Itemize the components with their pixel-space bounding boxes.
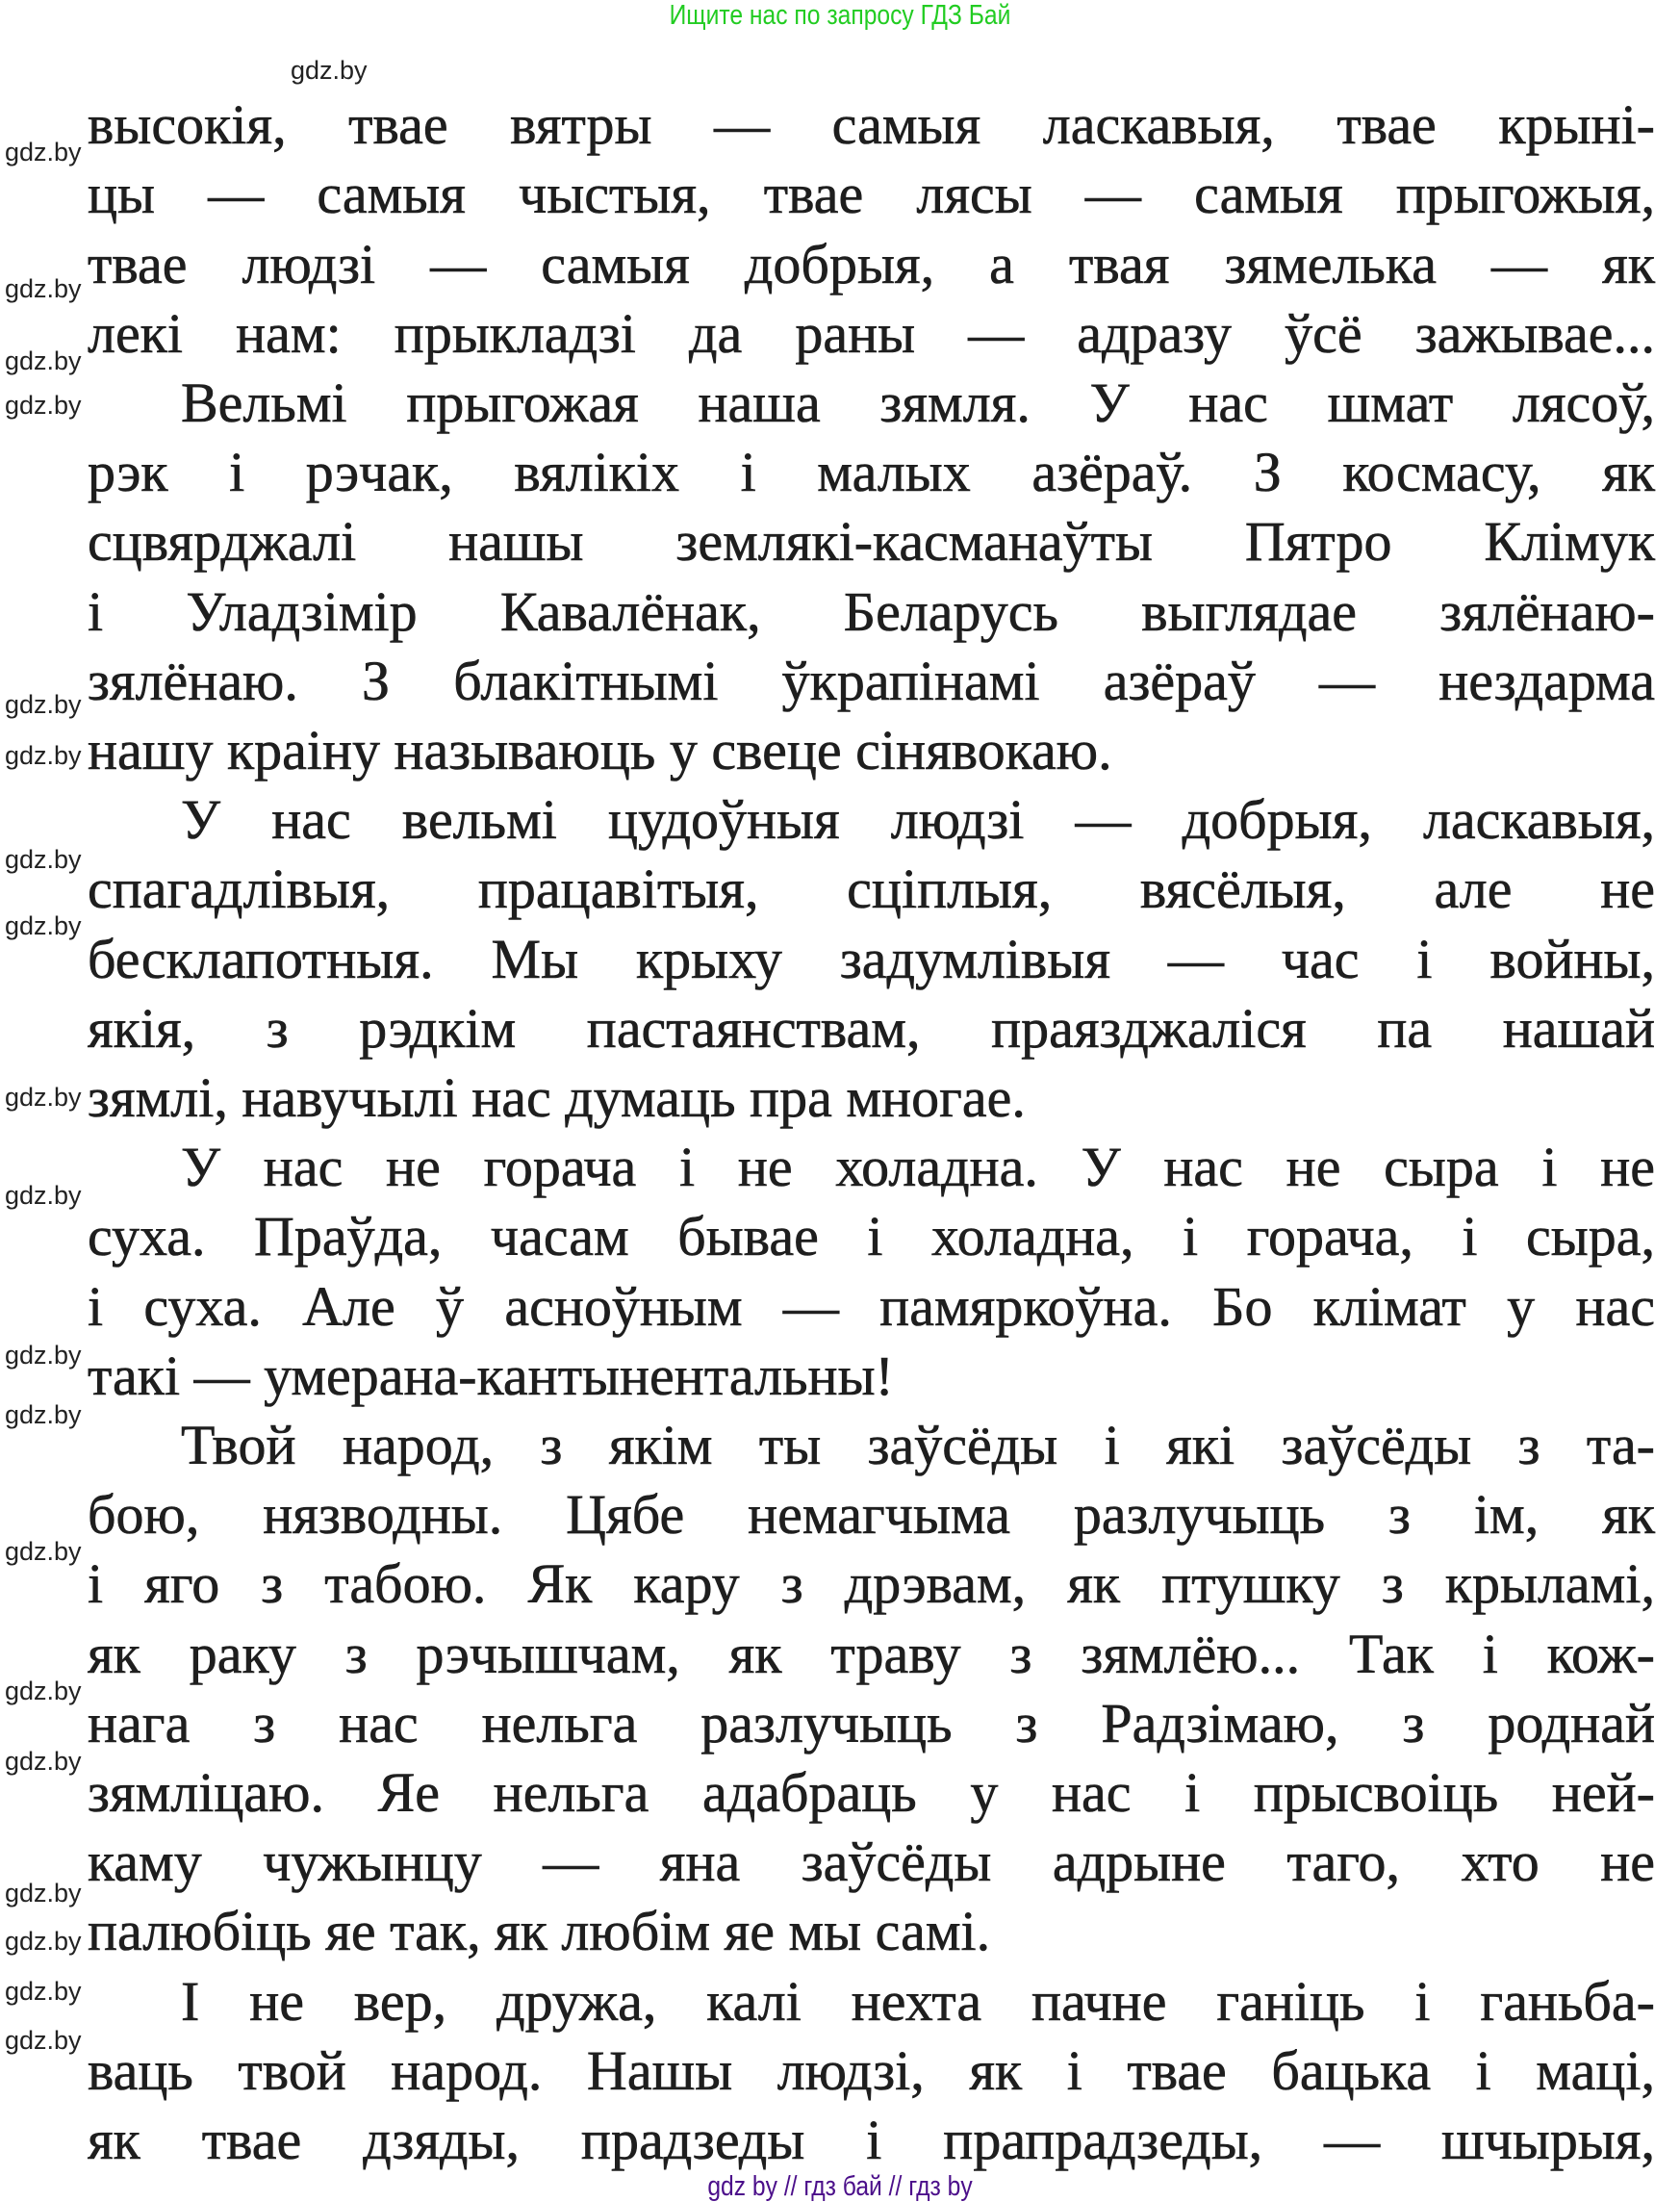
watermark: gdz.by [5,741,82,770]
watermark: gdz.by [5,1927,82,1956]
watermark: gdz.by [5,2026,82,2055]
text-line: нага з нас нельга разлучыць з Радзімаю, з роднай [88,1692,1655,1754]
text-line: бою, нязводны. Цябе немагчыма разлучыць з ім, як [88,1483,1655,1546]
text-line: як раку з рэчышчам, як траву з зямлёю... Так і кож- [88,1623,1655,1685]
text-line: такі — умерана-кантынентальны! [88,1344,894,1407]
text-line: рэк і рэчак, вялікіх і малых азёраў. З космасу, як [88,441,1655,503]
watermark: gdz.by [5,138,82,166]
watermark: gdz.by [5,911,82,940]
text-line: і суха. Але ў асноўным — памяркоўна. Бо клімат у нас [88,1275,1655,1338]
watermark: gdz.by [291,56,368,85]
watermark: gdz.by [5,1181,82,1210]
text-line: якія, з рэдкім пастаянствам, праязджаліся па нашай [88,997,1655,1060]
text-line: высокія, твае вятры — самыя ласкавыя, твае крыні- [88,93,1655,156]
watermark: gdz.by [5,391,82,420]
watermark: gdz.by [5,1083,82,1112]
text-line: бесклапотныя. Мы крыху задумлівыя — час і войны, [88,928,1655,990]
text-line: І не вер, дружа, калі нехта пачне ганіць і ганьба- [181,1970,1655,2033]
text-line: як твае дзяды, прадзеды і прапрадзеды, — шчырыя, [88,2109,1655,2171]
text-line: зялёнаю. З блакітнымі ўкрапінамі азёраў — нездарма [88,650,1655,712]
text-line: сцвярджалі нашы землякі-касманаўты Пятро Клімук [88,510,1655,573]
watermark: gdz.by [5,346,82,375]
footer-links[interactable]: gdz by // гдз бай // гдз by [707,2171,973,2202]
watermark: gdz.by [5,1977,82,2006]
text-line: нашу краіну называюць у свеце сінявокаю. [88,719,1112,781]
text-line: палюбіць яе так, як любім яе мы самі. [88,1900,991,1962]
watermark: gdz.by [5,845,82,874]
watermark: gdz.by [5,274,82,303]
text-line: твае людзі — самыя добрыя, а твая зямелька — як [88,233,1655,295]
text-line: цы — самыя чыстыя, твае лясы — самыя прыгожыя, [88,163,1655,225]
text-line: Твой народ, з якім ты заўсёды і які заўсёды з та- [181,1414,1655,1476]
watermark: gdz.by [5,1341,82,1370]
search-hint-banner: Ищите нас по запросу ГДЗ Бай [669,0,1011,31]
watermark: gdz.by [5,1879,82,1908]
text-line: Вельмі прыгожая наша зямля. У нас шмат лясоў, [181,371,1655,434]
watermark: gdz.by [5,1537,82,1566]
text-line: і Уладзімір Кавалёнак, Беларусь выглядае зялёнаю- [88,580,1655,643]
watermark: gdz.by [5,1400,82,1429]
text-line: ваць твой народ. Нашы людзі, як і твае бацька і маці, [88,2039,1655,2102]
text-line: і яго з табою. Як кару з дрэвам, як птушку з крыламі, [88,1552,1655,1615]
text-line: зямлі, навучылі нас думаць пра многае. [88,1066,1026,1129]
text-line: каму чужынцу — яна заўсёды адрыне таго, хто не [88,1831,1655,1893]
text-line: зямліцаю. Яе нельга адабраць у нас і прысвоіць ней- [88,1761,1655,1824]
watermark: gdz.by [5,1747,82,1776]
watermark: gdz.by [5,690,82,719]
text-line: У нас не горача і не холадна. У нас не сыра і не [181,1136,1655,1198]
text-line: суха. Праўда, часам бывае і холадна, і горача, і сыра, [88,1205,1655,1267]
text-line: У нас вельмі цудоўныя людзі — добрыя, ласкавыя, [181,788,1655,851]
text-line: спагадлівыя, працавітыя, сціплыя, вясёлыя, але не [88,858,1655,920]
watermark: gdz.by [5,1677,82,1705]
text-line: лекі нам: прыкладзі да раны — адразу ўсё зажывае... [88,302,1655,365]
